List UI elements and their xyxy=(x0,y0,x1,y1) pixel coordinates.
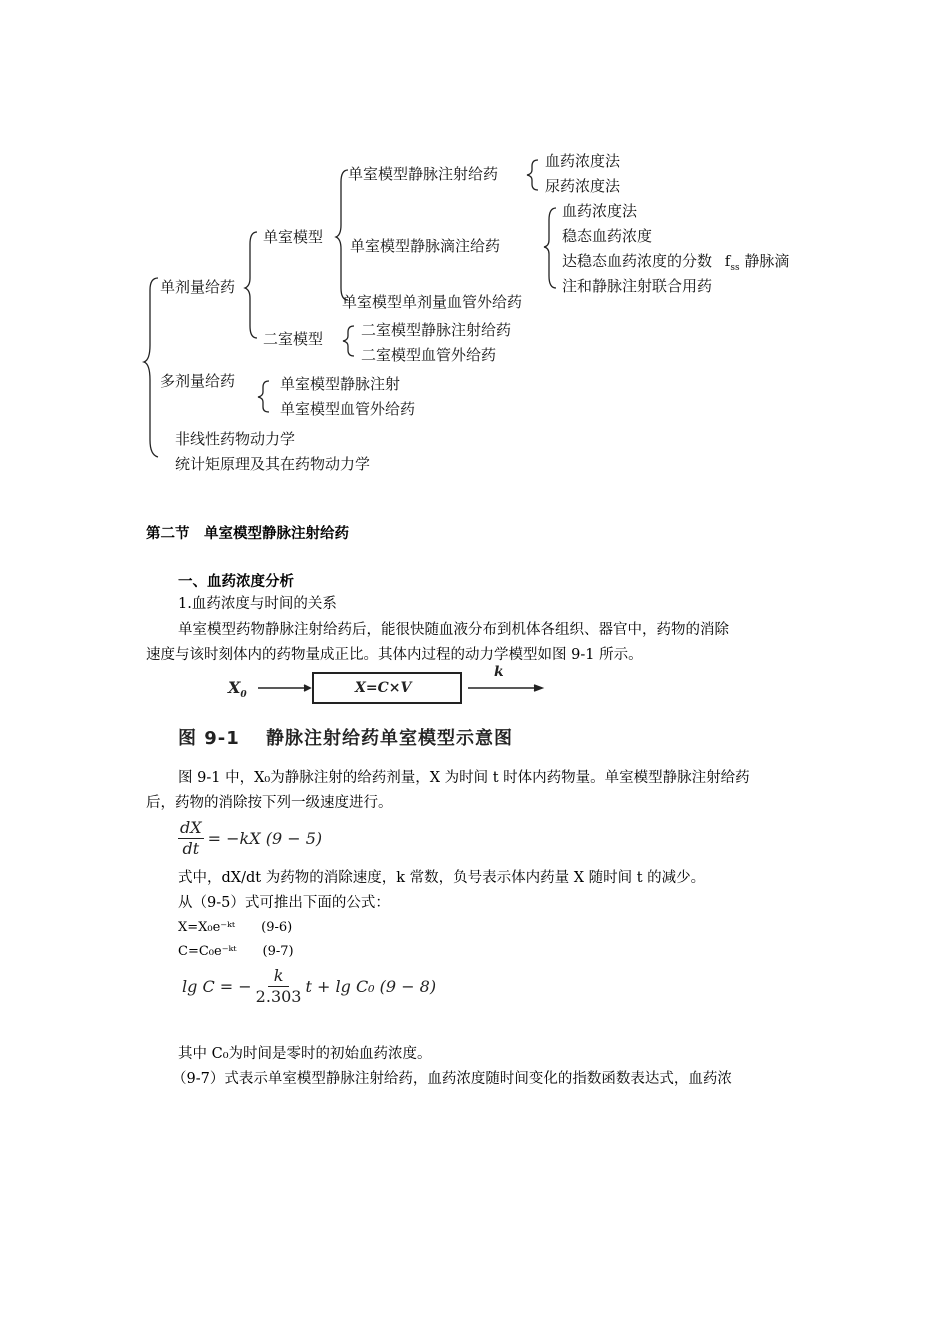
paragraph-5: 其中 C₀为时间是零时的初始血药浓度。 xyxy=(178,1046,432,1062)
tree-node-multi-iv: 单室模型静脉注射 xyxy=(280,375,401,393)
tree-node-two-comp-iv: 二室模型静脉注射给药 xyxy=(361,321,512,339)
eq5-rhs: = −kX (9 − 5) xyxy=(207,829,323,848)
tree-node-extravascular: 单室模型单剂量血管外给药 xyxy=(342,293,523,311)
tree-node-iv-infusion-plasma: 血药浓度法 xyxy=(562,202,638,220)
tree-node-multi-dose: 多剂量给药 xyxy=(160,372,236,390)
eq8-lhs: lg C = − xyxy=(182,977,252,996)
tree-node-two-comp-ev: 二室模型血管外给药 xyxy=(361,346,497,364)
eq8-rhs: t + lg C₀ (9 − 8) xyxy=(305,977,437,996)
subsubsection-title: 1.血药浓度与时间的关系 xyxy=(178,596,337,612)
paragraph-2-line-2: 后，药物的消除按下列一级速度进行。 xyxy=(146,795,393,811)
paragraph-4: 从（9-5）式可推出下面的公式： xyxy=(178,895,390,911)
tree-node-iv-infusion-combined: 注和静脉注射联合用药 xyxy=(562,277,713,295)
figure-k-label: k xyxy=(494,664,504,680)
paragraph-6: （9-7）式表示单室模型静脉注射给药，血药浓度随时间变化的指数函数表达式，血药浓 xyxy=(172,1071,732,1087)
tree-node-iv-infusion: 单室模型静脉滴注给药 xyxy=(350,237,501,255)
fss-symbol: $f_{ss}$ xyxy=(724,252,740,273)
tree-node-single-dose: 单剂量给药 xyxy=(160,278,236,296)
tree-node-nonlinear: 非线性药物动力学 xyxy=(175,430,296,448)
eq8-denominator: 2.303 xyxy=(255,987,302,1006)
fraction-text: 达稳态血药浓度的分数 xyxy=(562,252,713,270)
paragraph-1-line-1: 单室模型药物静脉注射给药后，能很快随血液分布到机体各组织、器官中，药物的消除 xyxy=(178,622,729,638)
figure-caption: 图 9-1 静脉注射给药单室模型示意图 xyxy=(178,728,514,749)
equation-9-5 xyxy=(178,818,322,859)
paragraph-1-line-2: 速度与该时刻体内的药物量成正比。其体内过程的动力学模型如图 9-1 所示。 xyxy=(146,647,643,663)
eq5-denominator: dt xyxy=(182,839,200,858)
tree-node-iv-bolus: 单室模型静脉注射给药 xyxy=(348,165,499,183)
tree-node-statistical-moment: 统计矩原理及其在药物动力学 xyxy=(175,455,371,473)
subsection-title: 一、血药浓度分析 xyxy=(178,574,294,590)
equation-9-6: X=X₀e⁻ᵏᵗ (9-6) xyxy=(178,920,293,935)
tree-node-iv-bolus-urine: 尿药浓度法 xyxy=(545,177,621,195)
paragraph-3: 式中，dX/dt 为药物的消除速度，k 常数，负号表示体内药量 X 随时间 t 的减少。 xyxy=(178,870,706,886)
paragraph-2-line-1: 图 9-1 中，X₀为静脉注射的给药剂量，X 为时间 t 时体内药物量。单室模型静脉注射给药 xyxy=(178,770,750,786)
tree-node-one-compartment: 单室模型 xyxy=(263,228,324,246)
figure-box-label: X=C×V xyxy=(355,680,412,696)
eq5-numerator: dX xyxy=(180,818,202,837)
tree-node-iv-infusion-fraction xyxy=(562,252,789,277)
section-title: 第二节 单室模型静脉注射给药 xyxy=(146,526,349,542)
tree-node-iv-infusion-steady: 稳态血药浓度 xyxy=(562,227,653,245)
equation-9-7: C=C₀e⁻ᵏᵗ (9-7) xyxy=(178,944,294,959)
eq8-numerator: k xyxy=(268,966,290,987)
tree-node-iv-bolus-plasma: 血药浓度法 xyxy=(545,152,621,170)
fraction-text-cont: 静脉滴 xyxy=(744,252,790,270)
tree-node-multi-ev: 单室模型血管外给药 xyxy=(280,400,416,418)
equation-9-8 xyxy=(182,966,436,1007)
tree-node-two-compartment: 二室模型 xyxy=(263,330,324,348)
figure-x0-label: $X_0$ xyxy=(228,678,247,701)
